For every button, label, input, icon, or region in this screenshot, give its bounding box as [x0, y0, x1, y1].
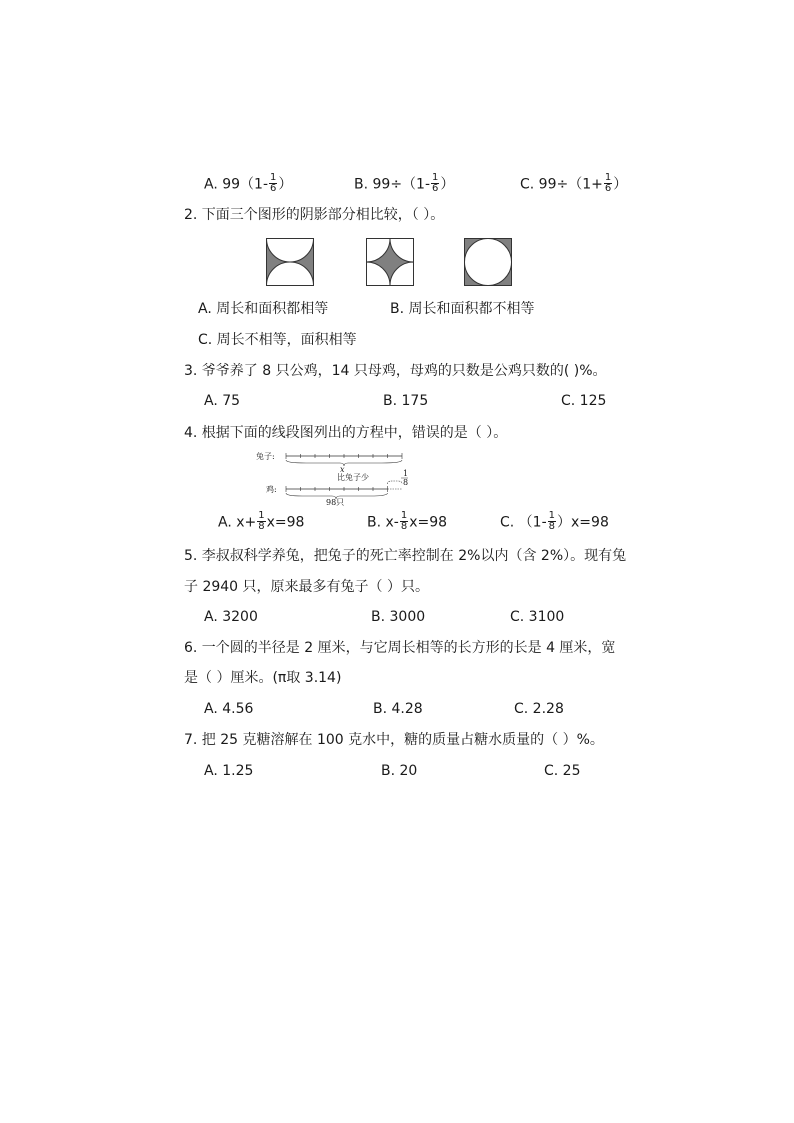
total-label: 98只	[326, 498, 345, 507]
q7-option-b: B. 20	[381, 763, 418, 779]
fraction: $\frac{1}{8}$	[400, 510, 408, 532]
q6-option-c: C. 2.28	[514, 701, 564, 717]
q5-option-a: A. 3200	[204, 609, 258, 625]
rabbit-label: 兔子:	[256, 452, 275, 461]
q5-line1: 5. 李叔叔科学养兔，把兔子的死亡率控制在 2%以内（含 2%）。现有兔	[184, 548, 627, 564]
q6-option-a: A. 4.56	[204, 701, 254, 717]
q5-line2: 子 2940 只，原来最多有兔子（ ）只。	[184, 579, 429, 595]
x-label: x	[340, 465, 345, 474]
q7-option-a: A. 1.25	[204, 763, 254, 779]
less-fraction-den: 8	[403, 478, 409, 487]
q2-stem: 2. 下面三个图形的阴影部分相比较，（ ）。	[184, 207, 445, 223]
figure-two-semicircles	[266, 238, 314, 286]
chicken-label: 鸡:	[266, 485, 277, 494]
q2-option-c: C. 周长不相等，面积相等	[198, 332, 357, 348]
fraction: $\frac{1}{8}$	[548, 510, 556, 532]
fraction: $\frac{1}{6}$	[432, 172, 439, 194]
q3-stem: 3. 爷爷养了 8 只公鸡，14 只母鸡，母鸡的只数是公鸡只数的( )%。	[184, 363, 607, 379]
fraction: $\frac{1}{6}$	[604, 172, 612, 194]
q4-option-c: C. （1- $\frac{1}{8}$ ）x=98	[500, 510, 609, 532]
q6-line2: 是（ ）厘米。(π取 3.14)	[184, 670, 342, 686]
q5-option-c: C. 3100	[510, 609, 565, 625]
q7-option-c: C. 25	[544, 763, 581, 779]
q1-option-a: A. 99（1- $\frac{1}{6}$ ）	[204, 172, 293, 194]
less-fraction-num: 1	[403, 469, 409, 478]
q6-line1: 6. 一个圆的半径是 2 厘米，与它周长相等的长方形的长是 4 厘米，宽	[184, 640, 616, 656]
q4-option-b: B. x- $\frac{1}{8}$ x=98	[367, 510, 448, 532]
q5-option-b: B. 3000	[371, 609, 426, 625]
figure-inscribed-circle	[464, 238, 512, 286]
q3-option-c: C. 125	[561, 393, 607, 409]
fraction: $\frac{1}{8}$	[258, 510, 265, 532]
q2-option-b: B. 周长和面积都不相等	[390, 301, 535, 317]
q3-option-b: B. 175	[383, 393, 429, 409]
less-label: 比兔子少	[337, 473, 369, 482]
fraction: $\frac{1}{6}$	[270, 172, 277, 194]
line-segment-diagram	[256, 448, 426, 508]
q4-option-a: A. x+ $\frac{1}{8}$ x=98	[218, 510, 305, 532]
q1-option-c: C. 99÷（1+ $\frac{1}{6}$ ）	[520, 172, 628, 194]
q1-option-b: B. 99÷（1- $\frac{1}{6}$ ）	[354, 172, 455, 194]
figure-four-quarter-circles	[366, 238, 414, 286]
q3-option-a: A. 75	[204, 393, 241, 409]
q2-option-a: A. 周长和面积都相等	[198, 301, 329, 317]
q6-option-b: B. 4.28	[373, 701, 423, 717]
q4-stem: 4. 根据下面的线段图列出的方程中，错误的是（ ）。	[184, 425, 508, 441]
q7-stem: 7. 把 25 克糖溶解在 100 克水中，糖的质量占糖水质量的（ ）%。	[184, 732, 604, 748]
